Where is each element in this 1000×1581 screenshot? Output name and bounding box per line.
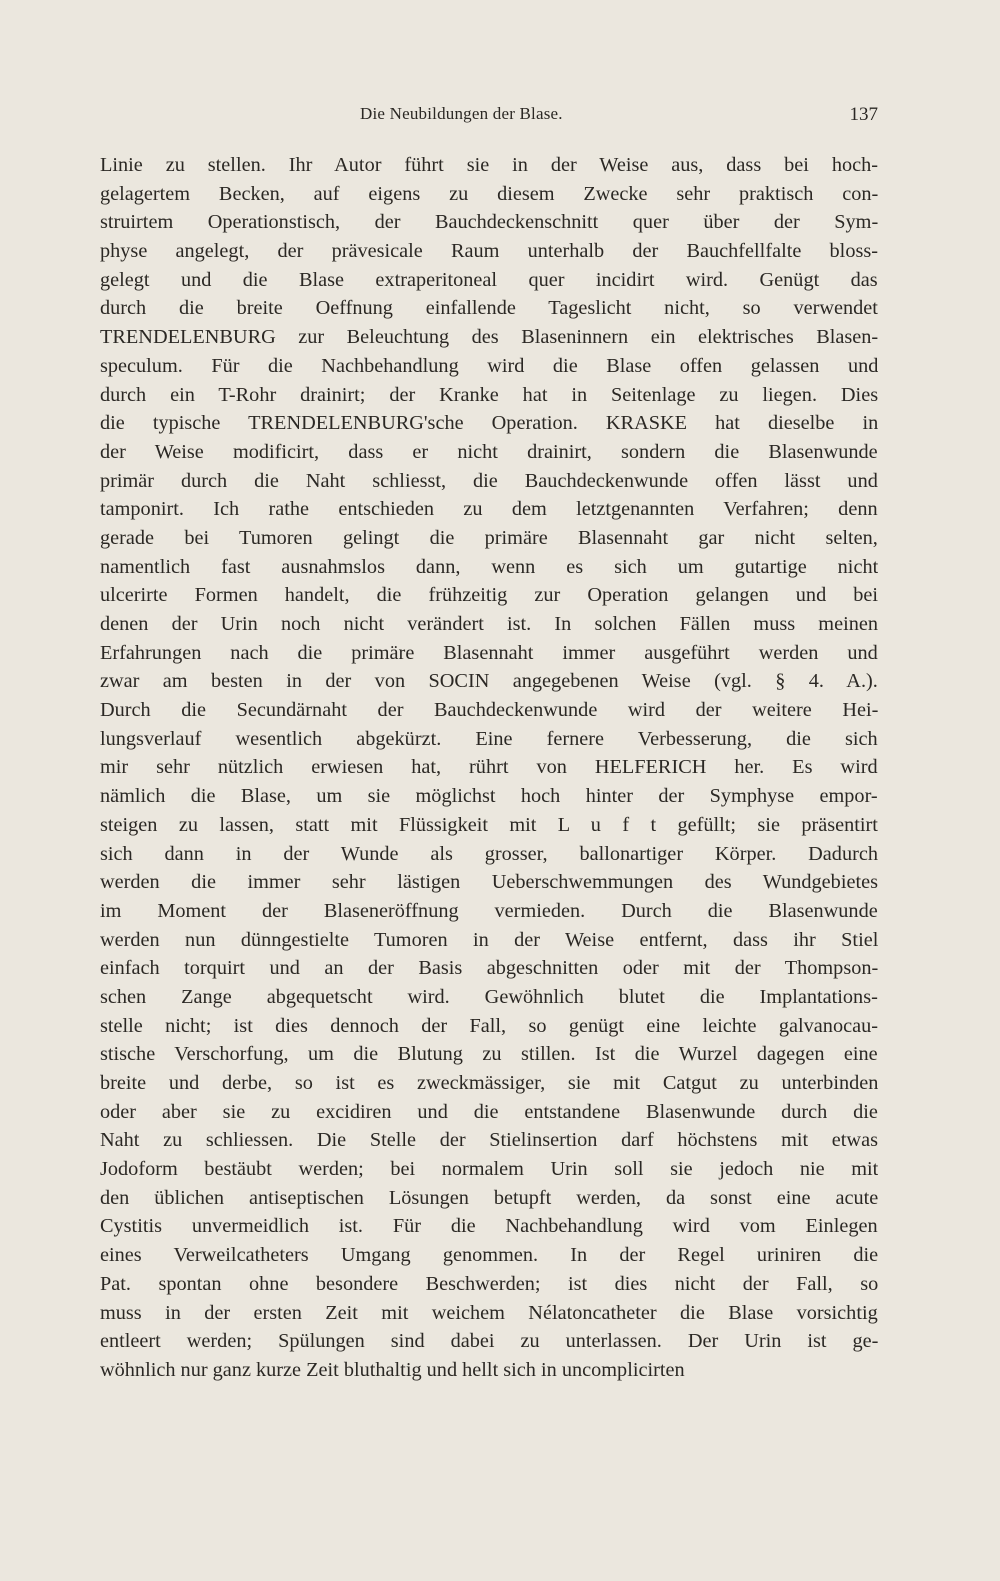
text-line: wöhnlich nur ganz kurze Zeit bluthaltig und hellt sich in uncomplicirten: [100, 1358, 685, 1381]
text-line: primär durch die Naht schliesst, die Bauchdeckenwunde offen lässt und: [100, 469, 878, 492]
text-line: werden die immer sehr lästigen Ueberschwemmungen des Wundgebietes: [100, 871, 878, 894]
text-line: steigen zu lassen, statt mit Flüssigkeit mit L u f t gefüllt; sie präsentirt: [100, 813, 878, 836]
text-line: stische Verschorfung, um die Blutung zu stillen. Ist die Wurzel dagegen eine: [100, 1043, 878, 1066]
text-line: durch ein T-Rohr drainirt; der Kranke hat in Seitenlage zu liegen. Dies: [100, 383, 878, 406]
page-header: [100, 104, 878, 130]
text-line: durch die breite Oeffnung einfallende Tageslicht nicht, so verwendet: [100, 297, 878, 320]
text-line: den üblichen antiseptischen Lösungen betupft werden, da sonst eine acute: [100, 1186, 878, 1209]
text-line: ulcerirte Formen handelt, die frühzeitig zur Operation gelangen und bei: [100, 584, 878, 607]
body-text: [100, 151, 878, 1385]
text-line: Durch die Secundärnaht der Bauchdeckenwunde wird der weitere Hei-: [100, 699, 878, 722]
text-line: zwar am besten in der von SOCIN angegebenen Weise (vgl. § 4. A.).: [100, 670, 878, 693]
text-line: die typische TRENDELENBURG'sche Operation. KRASKE hat dieselbe in: [100, 412, 878, 435]
text-line: oder aber sie zu excidiren und die entstandene Blasenwunde durch die: [100, 1100, 878, 1123]
text-line: der Weise modificirt, dass er nicht drainirt, sondern die Blasenwunde: [100, 440, 878, 463]
text-line: einfach torquirt und an der Basis abgeschnitten oder mit der Thompson-: [100, 957, 878, 980]
running-title: Die Neubildungen der Blase.: [360, 104, 563, 123]
text-line: TRENDELENBURG zur Beleuchtung des Blaseninnern ein elektrisches Blasen-: [100, 326, 878, 349]
text-line: Jodoform bestäubt werden; bei normalem Urin soll sie jedoch nie mit: [100, 1158, 878, 1181]
text-line: entleert werden; Spülungen sind dabei zu unterlassen. Der Urin ist ge-: [100, 1330, 878, 1353]
text-line: eines Verweilcatheters Umgang genommen. In der Regel uriniren die: [100, 1244, 878, 1267]
text-line: muss in der ersten Zeit mit weichem Nélatoncatheter die Blase vorsichtig: [100, 1301, 878, 1324]
text-line: breite und derbe, so ist es zweckmässiger, sie mit Catgut zu unterbinden: [100, 1072, 878, 1094]
text-line: gerade bei Tumoren gelingt die primäre Blasennaht gar nicht selten,: [100, 526, 878, 549]
text-line: Naht zu schliessen. Die Stelle der Stielinsertion darf höchstens mit etwas: [100, 1129, 878, 1152]
text-line: im Moment der Blaseneröffnung vermieden. Durch die Blasenwunde: [100, 899, 878, 922]
text-line: werden nun dünngestielte Tumoren in der Weise entfernt, dass ihr Stiel: [100, 928, 878, 951]
text-line: sich dann in der Wunde als grosser, ballonartiger Körper. Dadurch: [100, 842, 878, 865]
text-line: mir sehr nützlich erwiesen hat, rührt von HELFERICH her. Es wird: [100, 756, 878, 779]
text-line: Erfahrungen nach die primäre Blasennaht immer ausgeführt werden und: [100, 641, 878, 664]
text-line: schen Zange abgequetscht wird. Gewöhnlich blutet die Implantations-: [100, 985, 878, 1008]
text-line: lungsverlauf wesentlich abgekürzt. Eine fernere Verbesserung, die sich: [100, 727, 878, 750]
text-line: tamponirt. Ich rathe entschieden zu dem letztgenannten Verfahren; denn: [100, 498, 878, 521]
text-line: speculum. Für die Nachbehandlung wird die Blase offen gelassen und: [100, 354, 878, 377]
text-line: physe angelegt, der prävesicale Raum unterhalb der Bauchfellfalte bloss-: [100, 240, 878, 263]
text-line: gelagertem Becken, auf eigens zu diesem Zwecke sehr praktisch con-: [100, 182, 878, 205]
page-number: 137: [849, 104, 878, 125]
text-line: gelegt und die Blase extraperitoneal quer incidirt wird. Genügt das: [100, 268, 878, 291]
text-line: denen der Urin noch nicht verändert ist. In solchen Fällen muss meinen: [100, 613, 878, 635]
text-line: Pat. spontan ohne besondere Beschwerden; ist dies nicht der Fall, so: [100, 1272, 878, 1295]
text-line: namentlich fast ausnahmslos dann, wenn es sich um gutartige nicht: [100, 555, 878, 578]
text-line: nämlich die Blase, um sie möglichst hoch hinter der Symphyse empor-: [100, 785, 878, 808]
text-line: struirtem Operationstisch, der Bauchdeckenschnitt quer über der Sym-: [100, 211, 878, 234]
text-line: Cystitis unvermeidlich ist. Für die Nachbehandlung wird vom Einlegen: [100, 1215, 878, 1238]
text-line: Linie zu stellen. Ihr Autor führt sie in der Weise aus, dass bei hoch-: [100, 154, 878, 176]
text-line: stelle nicht; ist dies dennoch der Fall, so genügt eine leichte galvanocau-: [100, 1014, 878, 1037]
